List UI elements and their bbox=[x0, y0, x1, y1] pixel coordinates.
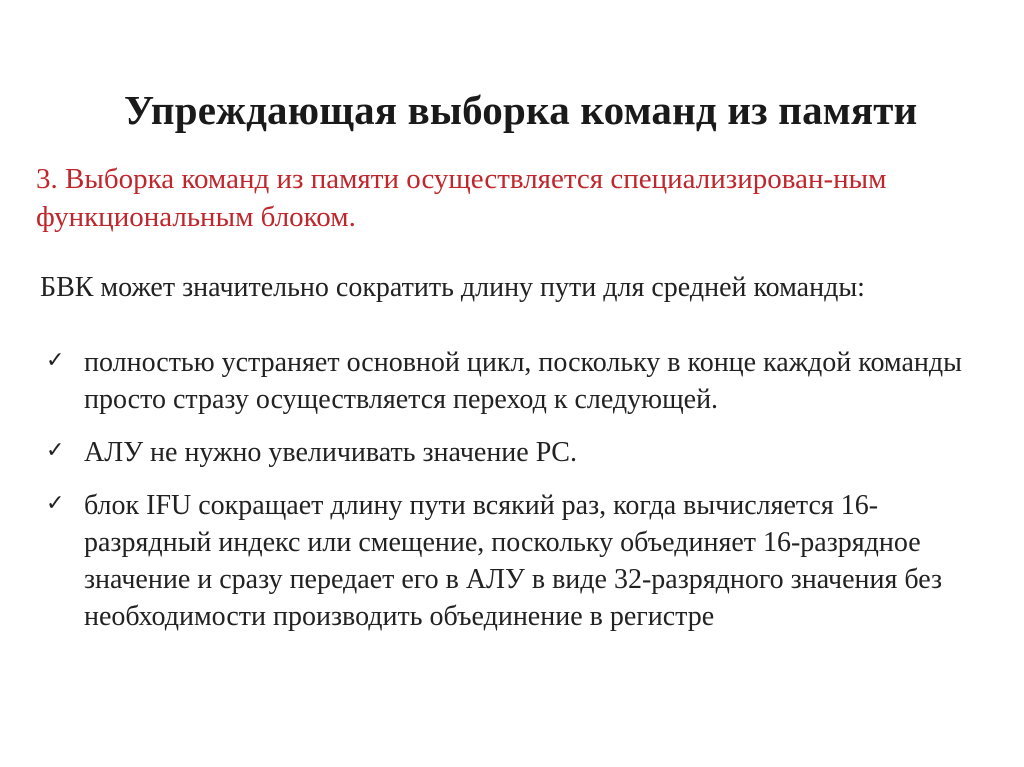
slide-subtitle: 3. Выборка команд из памяти осуществляется специализирован-ным функциональным блоком. bbox=[36, 163, 887, 233]
bullet-list bbox=[40, 344, 1000, 635]
slide-title: Упреждающая выборка команд из памяти bbox=[124, 87, 918, 133]
bullet-text: полностью устраняет основной цикл, поскольку в конце каждой команды просто стразу осуществляется переход к следующей. bbox=[84, 347, 962, 415]
checkmark-icon: ✓ bbox=[46, 348, 65, 373]
checkmark-icon: ✓ bbox=[46, 438, 65, 463]
bullet-item bbox=[40, 487, 1000, 635]
bullet-item bbox=[40, 344, 1000, 418]
checkmark-icon: ✓ bbox=[46, 491, 65, 516]
bullet-item bbox=[40, 434, 1000, 471]
intro-text: БВК может значительно сократить длину пути для средней команды: bbox=[40, 272, 865, 303]
bullet-text: блок IFU сокращает длину пути всякий раз, когда вычисляется 16-разрядный индекс или смещение, поскольку объединяет 16-разрядное значение и сразу передает его в АЛУ в виде 32-разрядного значения без необходимости производить объединение в регистре bbox=[84, 490, 943, 632]
bullet-text: АЛУ не нужно увеличивать значение PC. bbox=[84, 437, 577, 468]
